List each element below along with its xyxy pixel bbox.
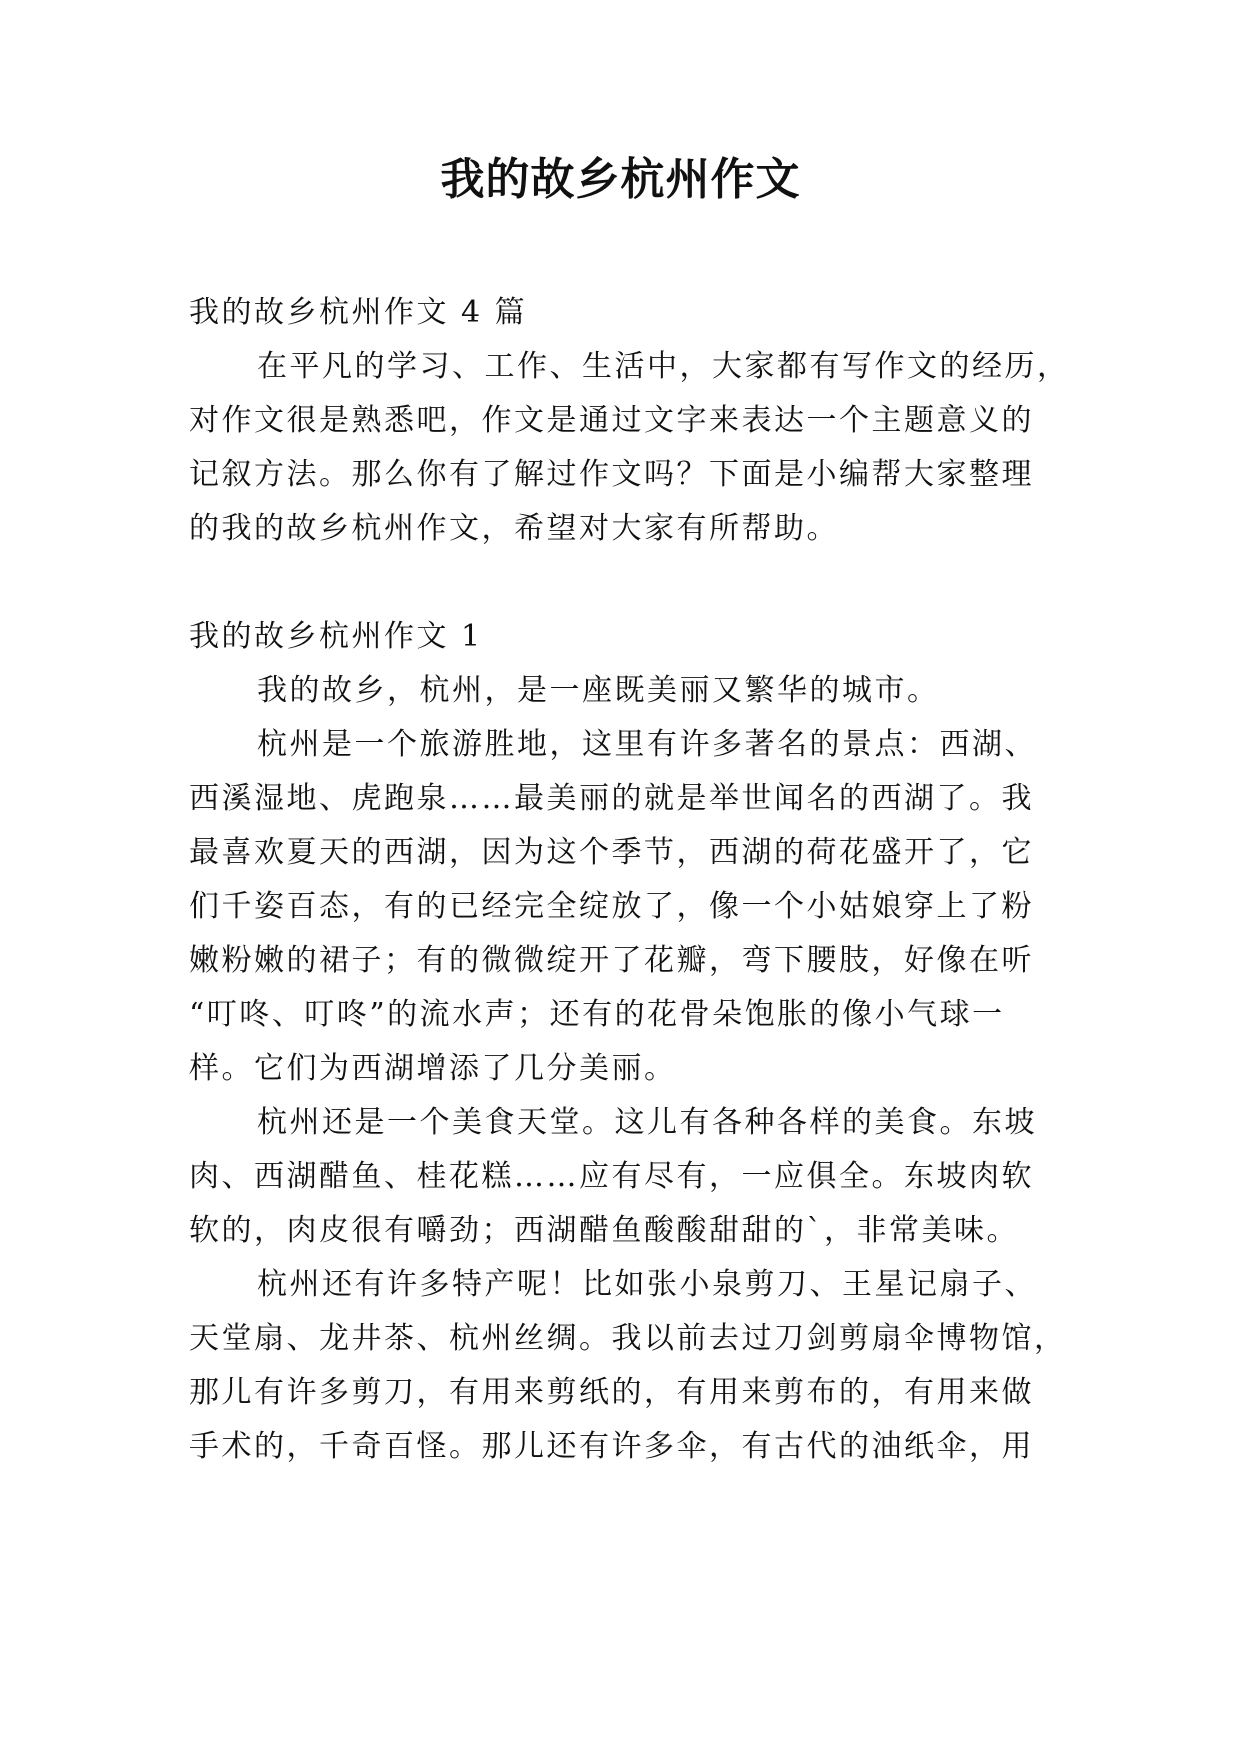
- text-line: 那儿有许多剪刀，有用来剪纸的，有用来剪布的，有用来做: [189, 1375, 1034, 1410]
- text-line: 在平凡的学习、工作、生活中，大家都有写作文的经历，: [257, 349, 1070, 384]
- document-title: 我的故乡杭州作文: [440, 154, 801, 205]
- text-line: 们千姿百态，有的已经完全绽放了，像一个小姑娘穿上了粉: [189, 889, 1034, 924]
- text-line: 对作文很是熟悉吧，作文是通过文字来表达一个主题意义的: [189, 403, 1034, 438]
- text-line: 肉、西湖醋鱼、桂花糕……应有尽有，一应俱全。东坡肉软: [189, 1159, 1034, 1194]
- text-line: 西溪湿地、虎跑泉……最美丽的就是举世闻名的西湖了。我: [189, 781, 1034, 816]
- text-line: 我的故乡，杭州，是一座既美丽又繁华的城市。: [257, 673, 940, 708]
- text-line: 记叙方法。那么你有了解过作文吗？下面是小编帮大家整理: [189, 457, 1034, 492]
- text-line: 我的故乡杭州作文 4 篇: [189, 295, 528, 330]
- text-line: 的我的故乡杭州作文，希望对大家有所帮助。: [189, 511, 839, 546]
- text-line: 软的，肉皮很有嚼劲；西湖醋鱼酸酸甜甜的`，非常美味。: [189, 1213, 1019, 1248]
- text-line: 杭州还是一个美食天堂。这儿有各种各样的美食。东坡: [257, 1105, 1037, 1140]
- text-line: 手术的，千奇百怪。那儿还有许多伞，有古代的油纸伞，用: [189, 1429, 1034, 1464]
- document-body: [189, 286, 1070, 1474]
- text-line: 天堂扇、龙井茶、杭州丝绸。我以前去过刀剑剪扇伞博物馆，: [189, 1321, 1067, 1356]
- text-line: 样。它们为西湖增添了几分美丽。: [189, 1051, 677, 1086]
- text-line: 我的故乡杭州作文 1: [189, 619, 483, 654]
- text-line: 杭州还有许多特产呢！比如张小泉剪刀、王星记扇子、: [257, 1267, 1037, 1302]
- text-line: “叮咚、叮咚”的流水声；还有的花骨朵饱胀的像小气球一: [189, 997, 1005, 1032]
- text-line: 最喜欢夏天的西湖，因为这个季节，西湖的荷花盛开了，它: [189, 835, 1034, 870]
- paragraph-gap: [189, 556, 1059, 610]
- text-line: 嫩粉嫩的裙子；有的微微绽开了花瓣，弯下腰肢，好像在听: [189, 943, 1034, 978]
- text-line: 杭州是一个旅游胜地，这里有许多著名的景点：西湖、: [257, 727, 1037, 762]
